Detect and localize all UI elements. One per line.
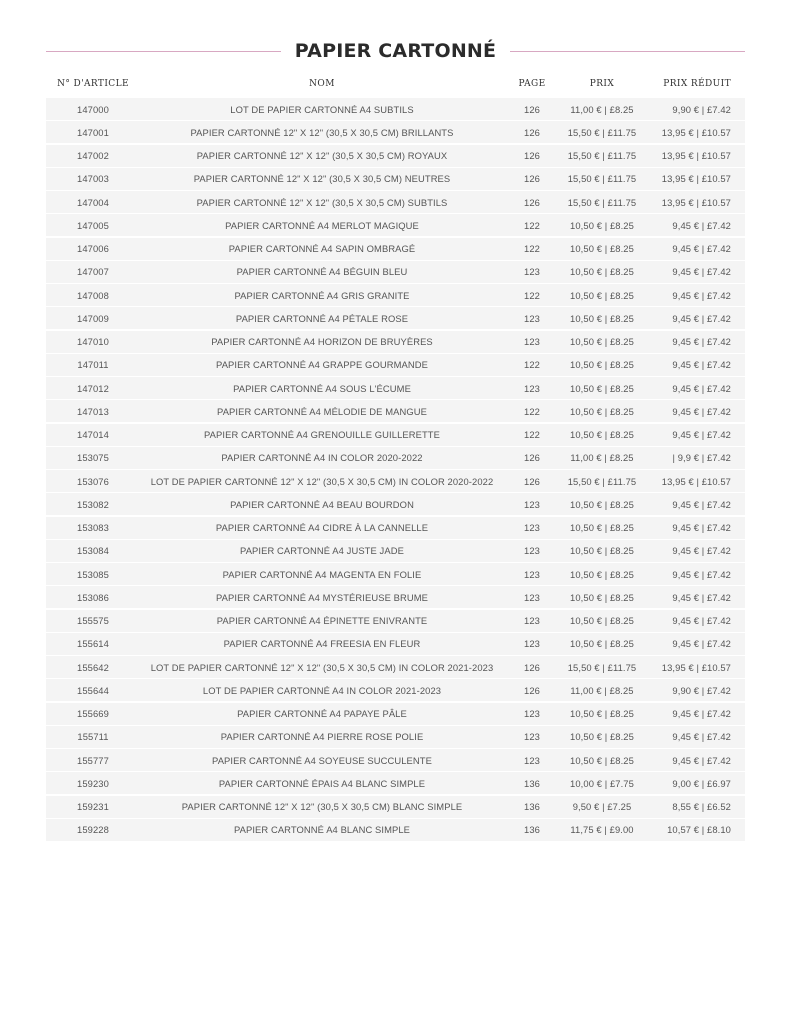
table-row bbox=[46, 191, 745, 213]
header-prix-reduit: PRIX RÉDUIT bbox=[663, 79, 731, 89]
header-prix: PRIX bbox=[589, 79, 615, 89]
header-nom: NOM bbox=[309, 79, 335, 89]
cell-article: 147013 bbox=[77, 405, 109, 417]
table-row bbox=[46, 703, 745, 725]
cell-article: 147008 bbox=[77, 289, 109, 301]
table-row bbox=[46, 377, 745, 399]
cell-article: 155777 bbox=[77, 754, 109, 766]
cell-prix-reduit: 13,95 € | £10.57 bbox=[661, 126, 731, 138]
cell-nom: PAPIER CARTONNÉ A4 MYSTÉRIEUSE BRUME bbox=[216, 591, 428, 603]
cell-page: 123 bbox=[524, 545, 540, 557]
cell-prix: 10,50 € | £8.25 bbox=[570, 289, 634, 301]
cell-article: 155711 bbox=[77, 731, 109, 743]
table-row bbox=[46, 284, 745, 306]
table-row bbox=[46, 238, 745, 260]
cell-article: 153076 bbox=[77, 475, 109, 487]
cell-prix-reduit: 8,55 € | £6.52 bbox=[672, 801, 731, 812]
cell-prix-reduit: 9,45 € | £7.42 bbox=[672, 754, 731, 766]
cell-page: 123 bbox=[524, 498, 540, 510]
cell-page: 126 bbox=[524, 452, 540, 464]
cell-nom: PAPIER CARTONNÉ 12" X 12" (30,5 X 30,5 CM) BLANC SIMPLE bbox=[181, 801, 463, 812]
cell-nom: PAPIER CARTONNÉ A4 CIDRE À LA CANNELLE bbox=[215, 522, 429, 533]
cell-article: 159228 bbox=[77, 824, 109, 836]
cell-prix: 15,50 € | £11.75 bbox=[567, 126, 637, 138]
cell-page: 126 bbox=[524, 173, 540, 185]
cell-prix-reduit: 13,95 € | £10.57 bbox=[661, 475, 731, 487]
cell-nom: PAPIER CARTONNÉ A4 BÉGUIN BLEU bbox=[236, 266, 408, 278]
cell-nom: PAPIER CARTONNÉ A4 MERLOT MAGIQUE bbox=[225, 219, 419, 231]
cell-prix: 10,50 € | £8.25 bbox=[570, 266, 634, 278]
cell-prix-reduit: 9,45 € | £7.42 bbox=[672, 708, 731, 719]
cell-article: 153084 bbox=[77, 545, 109, 557]
cell-page: 126 bbox=[524, 684, 540, 696]
cell-article: 147000 bbox=[77, 103, 109, 115]
cell-page: 126 bbox=[524, 196, 540, 208]
table-row bbox=[46, 168, 745, 190]
table-row bbox=[46, 145, 745, 167]
cell-prix: 15,50 € | £11.75 bbox=[567, 661, 637, 673]
cell-page: 126 bbox=[524, 475, 540, 487]
table-row bbox=[46, 796, 745, 818]
table-row bbox=[46, 679, 745, 701]
cell-article: 153085 bbox=[77, 568, 109, 580]
cell-nom: LOT DE PAPIER CARTONNÉ A4 SUBTILS bbox=[230, 103, 414, 115]
table-row bbox=[46, 610, 745, 632]
cell-article: 155669 bbox=[77, 708, 109, 719]
cell-nom: PAPIER CARTONNÉ A4 PIERRE ROSE POLIE bbox=[220, 731, 424, 743]
cell-article: 147014 bbox=[77, 429, 109, 440]
cell-page: 123 bbox=[524, 708, 540, 719]
cell-prix-reduit: 9,45 € | £7.42 bbox=[672, 243, 731, 254]
cell-prix-reduit: | 9,9 € | £7.42 bbox=[672, 452, 731, 464]
cell-article: 147006 bbox=[77, 243, 109, 254]
price-table bbox=[46, 75, 745, 842]
cell-prix: 11,75 € | £9.00 bbox=[570, 824, 634, 836]
table-row bbox=[46, 749, 745, 771]
cell-prix: 15,50 € | £11.75 bbox=[567, 475, 637, 487]
table-row bbox=[46, 563, 745, 585]
cell-page: 122 bbox=[524, 359, 540, 371]
cell-prix: 10,50 € | £8.25 bbox=[570, 219, 634, 231]
cell-prix: 10,50 € | £8.25 bbox=[570, 568, 634, 580]
cell-nom: PAPIER CARTONNÉ A4 GRAPPE GOURMANDE bbox=[216, 359, 428, 371]
cell-article: 147011 bbox=[77, 359, 109, 371]
cell-nom: PAPIER CARTONNÉ A4 PAPAYE PÂLE bbox=[237, 708, 407, 719]
cell-prix-reduit: 9,00 € | £6.97 bbox=[672, 777, 731, 789]
cell-prix-reduit: 9,45 € | £7.42 bbox=[672, 405, 731, 417]
cell-article: 159230 bbox=[77, 777, 109, 789]
cell-prix-reduit: 9,45 € | £7.42 bbox=[672, 359, 731, 371]
cell-prix-reduit: 9,45 € | £7.42 bbox=[672, 382, 731, 394]
cell-prix: 10,50 € | £8.25 bbox=[570, 545, 634, 557]
cell-prix: 11,00 € | £8.25 bbox=[570, 684, 634, 696]
cell-prix: 11,00 € | £8.25 bbox=[570, 103, 634, 115]
cell-page: 126 bbox=[524, 126, 540, 138]
cell-article: 147005 bbox=[77, 219, 109, 231]
table-row bbox=[46, 447, 745, 469]
table-header bbox=[46, 75, 745, 93]
cell-nom: PAPIER CARTONNÉ A4 MAGENTA EN FOLIE bbox=[222, 568, 422, 580]
cell-nom: PAPIER CARTONNÉ A4 GRENOUILLE GUILLERETTE bbox=[204, 429, 440, 440]
cell-prix: 11,00 € | £8.25 bbox=[570, 452, 634, 464]
table-row bbox=[46, 819, 745, 841]
cell-prix: 10,50 € | £8.25 bbox=[570, 615, 634, 626]
cell-prix: 10,50 € | £8.25 bbox=[570, 429, 634, 440]
cell-nom: PAPIER CARTONNÉ A4 BEAU BOURDON bbox=[230, 498, 414, 510]
cell-article: 147001 bbox=[77, 126, 109, 138]
header-article: N° D'ARTICLE bbox=[57, 79, 129, 89]
cell-nom: LOT DE PAPIER CARTONNÉ A4 IN COLOR 2021-2023 bbox=[202, 684, 442, 696]
cell-prix-reduit: 9,45 € | £7.42 bbox=[672, 638, 731, 650]
cell-nom: PAPIER CARTONNÉ A4 ÉPINETTE ENIVRANTE bbox=[216, 615, 428, 626]
cell-prix-reduit: 9,45 € | £7.42 bbox=[672, 615, 731, 626]
table-body bbox=[46, 98, 745, 841]
title-rule-right bbox=[510, 51, 745, 52]
cell-prix-reduit: 9,45 € | £7.42 bbox=[672, 591, 731, 603]
cell-page: 136 bbox=[524, 777, 540, 789]
cell-prix-reduit: 13,95 € | £10.57 bbox=[661, 661, 731, 673]
cell-page: 126 bbox=[524, 150, 540, 161]
cell-prix: 10,50 € | £8.25 bbox=[570, 522, 634, 533]
cell-page: 123 bbox=[524, 266, 540, 278]
cell-prix-reduit: 9,90 € | £7.42 bbox=[672, 103, 731, 115]
table-row bbox=[46, 331, 745, 353]
cell-prix: 10,50 € | £8.25 bbox=[570, 336, 634, 347]
cell-prix-reduit: 9,90 € | £7.42 bbox=[672, 684, 731, 696]
cell-prix: 15,50 € | £11.75 bbox=[567, 150, 637, 161]
cell-page: 122 bbox=[524, 219, 540, 231]
table-row bbox=[46, 540, 745, 562]
cell-page: 126 bbox=[524, 661, 540, 673]
cell-article: 155642 bbox=[77, 661, 109, 673]
cell-nom: PAPIER CARTONNÉ A4 FREESIA EN FLEUR bbox=[223, 638, 421, 650]
cell-prix-reduit: 10,57 € | £8.10 bbox=[667, 824, 731, 836]
cell-article: 155614 bbox=[77, 638, 109, 650]
title-row bbox=[46, 36, 745, 66]
header-page: PAGE bbox=[518, 79, 546, 89]
cell-page: 123 bbox=[524, 336, 540, 347]
cell-page: 123 bbox=[524, 615, 540, 626]
cell-nom: LOT DE PAPIER CARTONNÉ 12" X 12" (30,5 X 30,5 CM) IN COLOR 2021-2023 bbox=[150, 661, 494, 673]
cell-nom: PAPIER CARTONNÉ A4 BLANC SIMPLE bbox=[233, 824, 411, 836]
table-row bbox=[46, 307, 745, 329]
cell-article: 147004 bbox=[77, 196, 109, 208]
cell-article: 155575 bbox=[77, 615, 109, 626]
table-row bbox=[46, 424, 745, 446]
cell-nom: PAPIER CARTONNÉ 12" X 12" (30,5 X 30,5 CM) BRILLANTS bbox=[190, 126, 454, 138]
cell-page: 122 bbox=[524, 243, 540, 254]
table-row bbox=[46, 586, 745, 608]
cell-prix-reduit: 9,45 € | £7.42 bbox=[672, 312, 731, 324]
cell-prix-reduit: 9,45 € | £7.42 bbox=[672, 336, 731, 347]
cell-nom: PAPIER CARTONNÉ A4 PÉTALE ROSE bbox=[235, 312, 409, 324]
table-row bbox=[46, 493, 745, 515]
table-row bbox=[46, 98, 745, 120]
cell-nom: PAPIER CARTONNÉ A4 IN COLOR 2020-2022 bbox=[221, 452, 423, 464]
table-row bbox=[46, 400, 745, 422]
cell-nom: PAPIER CARTONNÉ A4 HORIZON DE BRUYÈRES bbox=[211, 336, 433, 347]
cell-prix: 10,50 € | £8.25 bbox=[570, 638, 634, 650]
cell-article: 153082 bbox=[77, 498, 109, 510]
cell-prix-reduit: 9,45 € | £7.42 bbox=[672, 522, 731, 533]
cell-page: 123 bbox=[524, 754, 540, 766]
cell-page: 126 bbox=[524, 103, 540, 115]
cell-article: 153075 bbox=[77, 452, 109, 464]
cell-page: 123 bbox=[524, 312, 540, 324]
cell-prix-reduit: 9,45 € | £7.42 bbox=[672, 429, 731, 440]
table-row bbox=[46, 772, 745, 794]
cell-prix: 10,50 € | £8.25 bbox=[570, 708, 634, 719]
cell-prix-reduit: 13,95 € | £10.57 bbox=[661, 173, 731, 185]
cell-prix: 10,50 € | £8.25 bbox=[570, 754, 634, 766]
cell-prix: 15,50 € | £11.75 bbox=[567, 196, 637, 208]
cell-article: 153083 bbox=[77, 522, 109, 533]
cell-nom: PAPIER CARTONNÉ A4 JUSTE JADE bbox=[240, 545, 404, 557]
cell-nom: LOT DE PAPIER CARTONNÉ 12" X 12" (30,5 X 30,5 CM) IN COLOR 2020-2022 bbox=[150, 475, 494, 487]
cell-page: 123 bbox=[524, 568, 540, 580]
cell-prix: 10,00 € | £7.75 bbox=[570, 777, 634, 789]
cell-prix-reduit: 9,45 € | £7.42 bbox=[672, 545, 731, 557]
cell-nom: PAPIER CARTONNÉ A4 SAPIN OMBRAGÉ bbox=[228, 243, 416, 254]
cell-prix-reduit: 9,45 € | £7.42 bbox=[672, 498, 731, 510]
cell-prix-reduit: 13,95 € | £10.57 bbox=[661, 150, 731, 161]
cell-article: 147003 bbox=[77, 173, 109, 185]
cell-prix: 10,50 € | £8.25 bbox=[570, 243, 634, 254]
cell-prix: 15,50 € | £11.75 bbox=[567, 173, 637, 185]
table-row bbox=[46, 726, 745, 748]
cell-prix: 9,50 € | £7.25 bbox=[572, 801, 632, 812]
cell-article: 147010 bbox=[77, 336, 109, 347]
cell-nom: PAPIER CARTONNÉ 12" X 12" (30,5 X 30,5 CM) NEUTRES bbox=[193, 173, 451, 185]
cell-page: 123 bbox=[524, 591, 540, 603]
table-row bbox=[46, 633, 745, 655]
cell-nom: PAPIER CARTONNÉ A4 SOYEUSE SUCCULENTE bbox=[212, 754, 432, 766]
cell-prix-reduit: 9,45 € | £7.42 bbox=[672, 568, 731, 580]
cell-nom: PAPIER CARTONNÉ A4 GRIS GRANITE bbox=[234, 289, 410, 301]
cell-page: 122 bbox=[524, 429, 540, 440]
cell-article: 153086 bbox=[77, 591, 109, 603]
cell-page: 123 bbox=[524, 382, 540, 394]
page-title: PAPIER CARTONNÉ bbox=[294, 40, 497, 62]
table-row bbox=[46, 261, 745, 283]
cell-article: 147007 bbox=[77, 266, 109, 278]
cell-page: 122 bbox=[524, 289, 540, 301]
cell-prix: 10,50 € | £8.25 bbox=[570, 382, 634, 394]
cell-page: 123 bbox=[524, 638, 540, 650]
cell-article: 147002 bbox=[77, 150, 109, 161]
cell-prix-reduit: 13,95 € | £10.57 bbox=[661, 196, 731, 208]
cell-prix: 10,50 € | £8.25 bbox=[570, 359, 634, 371]
cell-prix: 10,50 € | £8.25 bbox=[570, 405, 634, 417]
cell-page: 123 bbox=[524, 731, 540, 743]
cell-nom: PAPIER CARTONNÉ A4 SOUS L'ÉCUME bbox=[233, 382, 411, 394]
cell-prix-reduit: 9,45 € | £7.42 bbox=[672, 266, 731, 278]
cell-nom: PAPIER CARTONNÉ ÉPAIS A4 BLANC SIMPLE bbox=[218, 777, 426, 789]
cell-article: 147012 bbox=[77, 382, 109, 394]
cell-page: 136 bbox=[524, 824, 540, 836]
cell-nom: PAPIER CARTONNÉ A4 MÉLODIE DE MANGUE bbox=[217, 405, 427, 417]
cell-page: 123 bbox=[524, 522, 540, 533]
table-row bbox=[46, 121, 745, 143]
cell-prix-reduit: 9,45 € | £7.42 bbox=[672, 731, 731, 743]
cell-article: 155644 bbox=[77, 684, 109, 696]
table-row bbox=[46, 656, 745, 678]
table-row bbox=[46, 517, 745, 539]
cell-page: 136 bbox=[524, 801, 540, 812]
cell-nom: PAPIER CARTONNÉ 12" X 12" (30,5 X 30,5 CM) SUBTILS bbox=[196, 196, 448, 208]
cell-prix: 10,50 € | £8.25 bbox=[570, 731, 634, 743]
table-row bbox=[46, 354, 745, 376]
cell-nom: PAPIER CARTONNÉ 12" X 12" (30,5 X 30,5 CM) ROYAUX bbox=[196, 150, 448, 161]
cell-prix: 10,50 € | £8.25 bbox=[570, 498, 634, 510]
cell-prix: 10,50 € | £8.25 bbox=[570, 591, 634, 603]
cell-prix-reduit: 9,45 € | £7.42 bbox=[672, 289, 731, 301]
cell-page: 122 bbox=[524, 405, 540, 417]
table-row bbox=[46, 214, 745, 236]
cell-prix-reduit: 9,45 € | £7.42 bbox=[672, 219, 731, 231]
table-row bbox=[46, 470, 745, 492]
cell-article: 147009 bbox=[77, 312, 109, 324]
cell-article: 159231 bbox=[77, 801, 109, 812]
title-rule-left bbox=[46, 51, 281, 52]
cell-prix: 10,50 € | £8.25 bbox=[570, 312, 634, 324]
